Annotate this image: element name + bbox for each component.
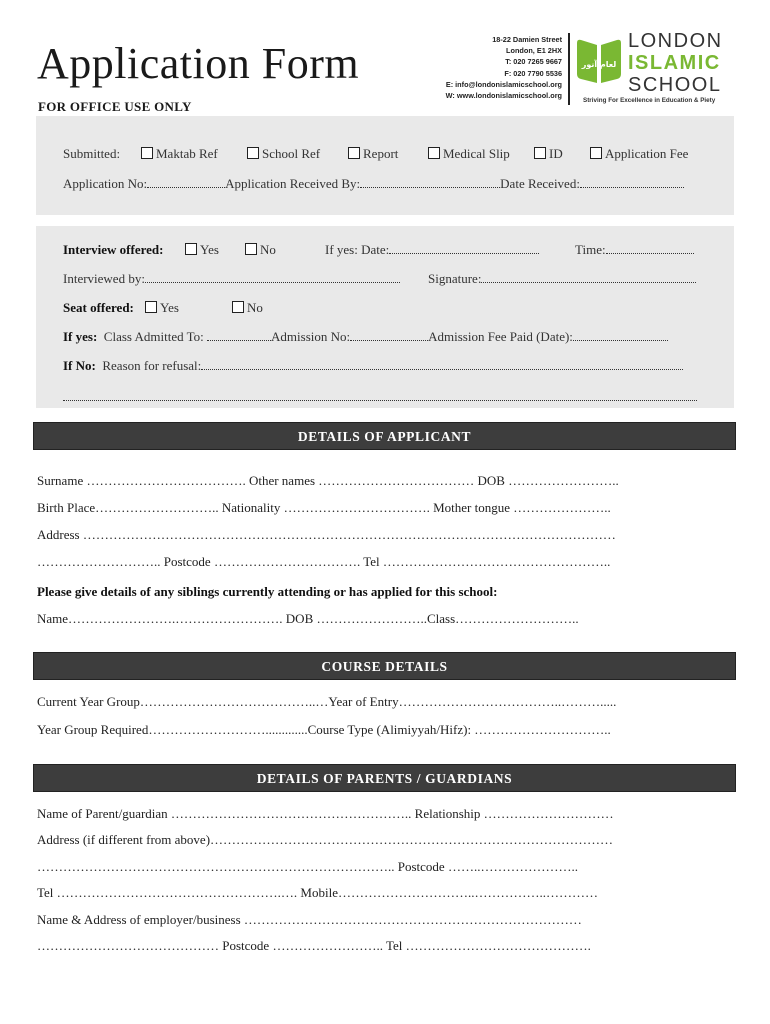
admission-no-field[interactable] xyxy=(350,329,428,341)
checkbox-medical-slip[interactable] xyxy=(428,147,440,159)
parents-row-1[interactable]: Name of Parent/guardian ……………………………………………….. Relationship ………………………… xyxy=(37,806,614,821)
header-divider xyxy=(568,33,570,105)
interviewed-by xyxy=(63,271,400,287)
date-received-label: Date Received: xyxy=(500,176,580,191)
check-label: Maktab Ref xyxy=(156,146,218,161)
admission-row xyxy=(63,329,668,345)
checkbox-report[interactable] xyxy=(348,147,360,159)
website[interactable]: W: www.londonislamicschool.org xyxy=(445,91,562,101)
check-label: ID xyxy=(549,146,563,161)
checkbox-seat-no[interactable] xyxy=(232,301,244,313)
signature xyxy=(428,271,696,287)
applicant-row-4[interactable]: ……………………….. Postcode ……………………………. Tel …………………………………………….. xyxy=(37,554,611,569)
check-application-fee[interactable] xyxy=(590,146,688,162)
reason-label: Reason for refusal: xyxy=(102,358,202,373)
interviewed-by-field[interactable] xyxy=(145,271,400,283)
address-line-2: London, E1 2HX xyxy=(506,46,562,56)
date-received-field[interactable] xyxy=(580,176,684,188)
checkbox-seat-yes[interactable] xyxy=(145,301,157,313)
no-label: No xyxy=(260,242,276,257)
course-row-2[interactable]: Year Group Required……………………….............Course Type (Alimiyyah/Hifz): ………………………….. xyxy=(37,722,611,737)
check-maktab-ref[interactable] xyxy=(141,146,218,162)
email[interactable]: E: info@londonislamicschool.org xyxy=(445,79,562,89)
page-title: Application Form xyxy=(37,39,360,88)
parents-row-4[interactable]: Tel …………………………………………….…. Mobile…………………………..……………..………… xyxy=(37,885,598,900)
logo-text-school: SCHOOL xyxy=(628,74,722,96)
admission-fee-field[interactable] xyxy=(573,329,668,341)
seat-yes[interactable] xyxy=(145,300,179,316)
admission-fee-label: Admission Fee Paid (Date): xyxy=(428,329,573,344)
application-no-label: Application No: xyxy=(63,176,148,191)
class-admitted-field[interactable] xyxy=(207,329,271,341)
check-medical-slip[interactable] xyxy=(428,146,510,162)
seat-offered-label: Seat offered: xyxy=(63,300,134,315)
checkbox-maktab-ref[interactable] xyxy=(141,147,153,159)
yes-label: Yes xyxy=(160,300,179,315)
check-label: School Ref xyxy=(262,146,321,161)
admission-no-label: Admission No: xyxy=(271,329,351,344)
interview-offered-label: Interview offered: xyxy=(63,242,164,257)
applicant-row-2[interactable]: Birth Place……………………….. Nationality ……………………………. Mother tongue ………………….. xyxy=(37,500,611,515)
check-label: Medical Slip xyxy=(443,146,510,161)
parents-row-5[interactable]: Name & Address of employer/business …………………………………………………………………… xyxy=(37,912,582,927)
no-label: No xyxy=(247,300,263,315)
interview-date xyxy=(325,242,539,258)
application-no-field[interactable] xyxy=(147,176,225,188)
logo-arabic: لعام آنور xyxy=(581,60,617,69)
signature-field[interactable] xyxy=(481,271,696,283)
checkbox-application-fee[interactable] xyxy=(590,147,602,159)
applicant-row-1[interactable]: Surname ………………………………. Other names ……………………………… DOB …………………….. xyxy=(37,473,619,488)
interviewed-by-label: Interviewed by: xyxy=(63,271,145,286)
reason-field-line-2[interactable] xyxy=(63,389,697,401)
check-id[interactable] xyxy=(534,146,563,162)
received-by-label: Application Received By: xyxy=(225,176,361,191)
if-yes-label: If yes: xyxy=(63,329,98,344)
siblings-note: Please give details of any siblings currently attending or has applied for this school: xyxy=(37,584,498,599)
contact-block xyxy=(446,34,562,101)
logo-text-islamic: ISLAMIC xyxy=(628,52,721,74)
address-line-1: 18-22 Damien Street xyxy=(492,35,562,44)
received-by-field[interactable] xyxy=(360,176,500,188)
office-use-panel xyxy=(36,116,734,215)
phone: T: 020 7265 9667 xyxy=(505,57,562,67)
parents-row-3[interactable]: ……………………………………………………………………….. Postcode ……..………………….. xyxy=(37,859,578,874)
checkbox-interview-no[interactable] xyxy=(245,243,257,255)
check-label: Report xyxy=(363,146,399,161)
fax: F: 020 7790 5536 xyxy=(504,68,562,78)
refusal-row xyxy=(63,358,683,374)
section-header-course: COURSE DETAILS xyxy=(33,652,736,680)
check-label: Application Fee xyxy=(605,146,689,161)
checkbox-id[interactable] xyxy=(534,147,546,159)
course-row-1[interactable]: Current Year Group…………………………………..…Year of Entry………………………………..………..... xyxy=(37,694,617,709)
checkbox-school-ref[interactable] xyxy=(247,147,259,159)
check-school-ref[interactable] xyxy=(247,146,320,162)
date-label: If yes: Date: xyxy=(325,242,390,257)
time-label: Time: xyxy=(575,242,606,257)
if-no-label: If No: xyxy=(63,358,96,373)
interview-no[interactable] xyxy=(245,242,276,258)
interview-yes[interactable] xyxy=(185,242,219,258)
applicant-row-3[interactable]: Address …………………………………………………………………………………………………………… xyxy=(37,527,616,542)
section-header-applicant: DETAILS OF APPLICANT xyxy=(33,422,736,450)
parents-row-2[interactable]: Address (if different from above)………………………………………………………………………………… xyxy=(37,832,614,847)
interview-time-field[interactable] xyxy=(606,242,694,254)
checkbox-interview-yes[interactable] xyxy=(185,243,197,255)
signature-label: Signature: xyxy=(428,271,482,286)
application-no-row xyxy=(63,176,684,192)
yes-label: Yes xyxy=(200,242,219,257)
reason-field[interactable] xyxy=(201,358,683,370)
section-header-parents: DETAILS OF PARENTS / GUARDIANS xyxy=(33,764,736,792)
school-logo-book-icon xyxy=(575,35,623,87)
logo-text-london: LONDON xyxy=(628,30,723,52)
interview-time xyxy=(575,242,694,258)
check-report[interactable] xyxy=(348,146,398,162)
seat-no[interactable] xyxy=(232,300,263,316)
logo-slogan: Striving For Excellence in Education & Piety xyxy=(583,97,716,104)
interview-date-field[interactable] xyxy=(389,242,539,254)
parents-row-6[interactable]: …………………………………… Postcode …………………….. Tel ……………………………………. xyxy=(37,938,591,953)
office-use-heading: FOR OFFICE USE ONLY xyxy=(38,99,192,114)
submitted-label: Submitted: xyxy=(63,146,121,161)
class-admitted-label: Class Admitted To: xyxy=(103,329,204,344)
sibling-row[interactable]: Name…………………….……………………. DOB ……………………..Class……………………….. xyxy=(37,611,579,626)
